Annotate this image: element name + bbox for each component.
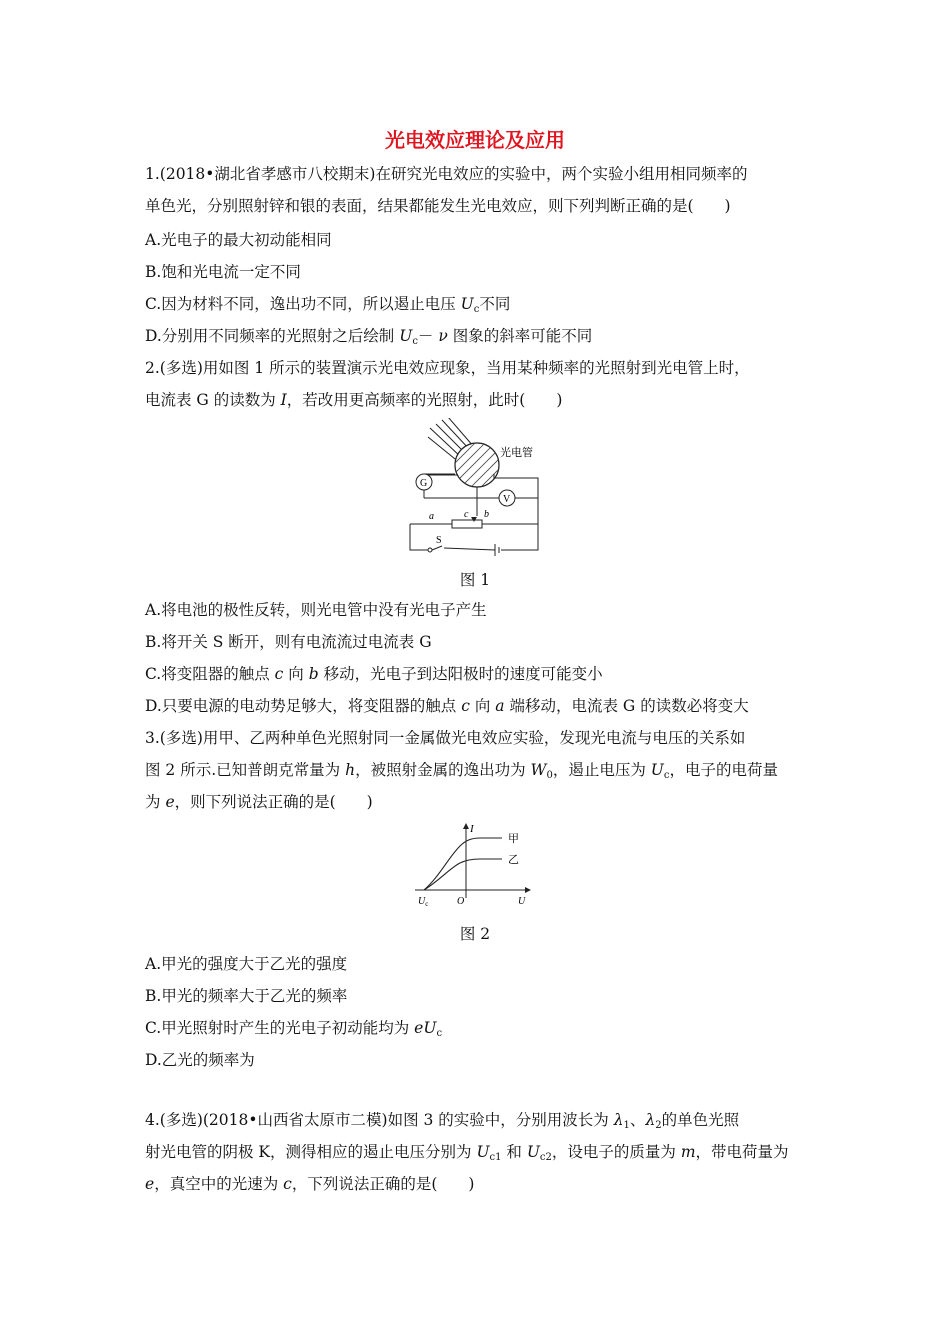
q2-option-a: A.将电池的极性反转，则光电管中没有光电子产生 bbox=[145, 601, 487, 619]
label-b: b bbox=[484, 509, 489, 520]
legend-yi: 乙 bbox=[508, 854, 519, 866]
q1-stem-line1: 1.(2018•湖北省孝感市八校期末)在研究光电效应的实验中，两个实验小组用相同频率的 bbox=[145, 165, 748, 183]
q1-option-b: B.饱和光电流一定不同 bbox=[145, 263, 301, 281]
q3-option-a: A.甲光的强度大于乙光的强度 bbox=[145, 955, 348, 973]
page-title: 光电效应理论及应用 bbox=[385, 128, 565, 152]
origin-label: O bbox=[457, 896, 465, 907]
q1-option-a: A.光电子的最大初动能相同 bbox=[145, 231, 332, 249]
i-axis-label: I bbox=[470, 823, 474, 835]
figure-2-caption: 图 2 bbox=[459, 925, 491, 943]
tube-label: 光电管 bbox=[500, 447, 533, 459]
q1-stem-line2: 单色光，分别照射锌和银的表面，结果都能发生光电效应，则下列判断正确的是( ) bbox=[145, 197, 731, 215]
q4-stem-line1: 4.(多选)(2018•山西省太原市二模)如图 3 的实验中，分别用波长为 $\lambda_1$、$\lambda_2$的单色光照 bbox=[145, 1111, 740, 1131]
q2-stem-line2: 电流表 G 的读数为 I，若改用更高频率的光照射，此时( ) bbox=[145, 391, 563, 409]
q1-option-d: D.分别用不同频率的光照射之后绘制 $U_c- \nu$ 图象的斜率可能不同 bbox=[145, 327, 593, 347]
q3-option-c: C.甲光照射时产生的光电子初动能均为 $eU_c$ bbox=[145, 1019, 443, 1039]
svg-text:G: G bbox=[420, 478, 428, 489]
q3-option-b: B.甲光的频率大于乙光的频率 bbox=[145, 987, 348, 1005]
legend-jia: 甲 bbox=[508, 833, 519, 845]
q3-stem-line2: 图 2 所示.已知普朗克常量为 h，被照射金属的逸出功为 $W_0$，遏止电压为 $U_c$，电子的电荷量 bbox=[145, 761, 778, 781]
curve-yi bbox=[424, 859, 502, 890]
label-c: c bbox=[464, 509, 469, 520]
uc-label: $U_c$ bbox=[418, 896, 429, 908]
figure-1-caption: 图 1 bbox=[459, 571, 491, 589]
q2-option-d: D.只要电源的电动势足够大，将变阻器的触点 c 向 a 端移动，电流表 G 的读数必将变大 bbox=[145, 697, 749, 715]
q2-option-c: C.将变阻器的触点 c 向 b 移动，光电子到达阳极时的速度可能变小 bbox=[145, 665, 603, 683]
figure-1-circuit bbox=[400, 418, 550, 556]
q3-stem-line3: 为 e，则下列说法正确的是( ) bbox=[145, 793, 373, 811]
switch-contact bbox=[428, 548, 432, 552]
q3-option-d: D.乙光的频率为 bbox=[145, 1051, 255, 1069]
figure-2-iv-graph bbox=[410, 818, 540, 913]
q1-option-c: C.因为材料不同，逸出功不同，所以遏止电压 $U_c$不同 bbox=[145, 295, 511, 315]
q3-stem-line1: 3.(多选)用甲、乙两种单色光照射同一金属做光电效应实验，发现光电流与电压的关系如 bbox=[145, 729, 746, 747]
q2-option-b: B.将开关 S 断开，则有电流流过电流表 G bbox=[145, 633, 432, 651]
galvanometer bbox=[416, 474, 432, 490]
voltmeter bbox=[499, 490, 515, 506]
q2-stem-line1: 2.(多选)用如图 1 所示的装置演示光电效应现象，当用某种频率的光照射到光电管上时， bbox=[145, 359, 750, 377]
u-axis-label: U bbox=[518, 896, 526, 907]
label-a: a bbox=[429, 511, 434, 522]
q4-stem-line3: e，真空中的光速为 c，下列说法正确的是( ) bbox=[145, 1175, 475, 1193]
q4-stem-line2: 射光电管的阴极 K，测得相应的遏止电压分别为 $U_{c1}$ 和 $U_{c2}$，设电子的质量为 m，带电荷量为 bbox=[145, 1143, 789, 1163]
switch-label: S bbox=[436, 535, 442, 546]
svg-text:V: V bbox=[503, 494, 511, 505]
